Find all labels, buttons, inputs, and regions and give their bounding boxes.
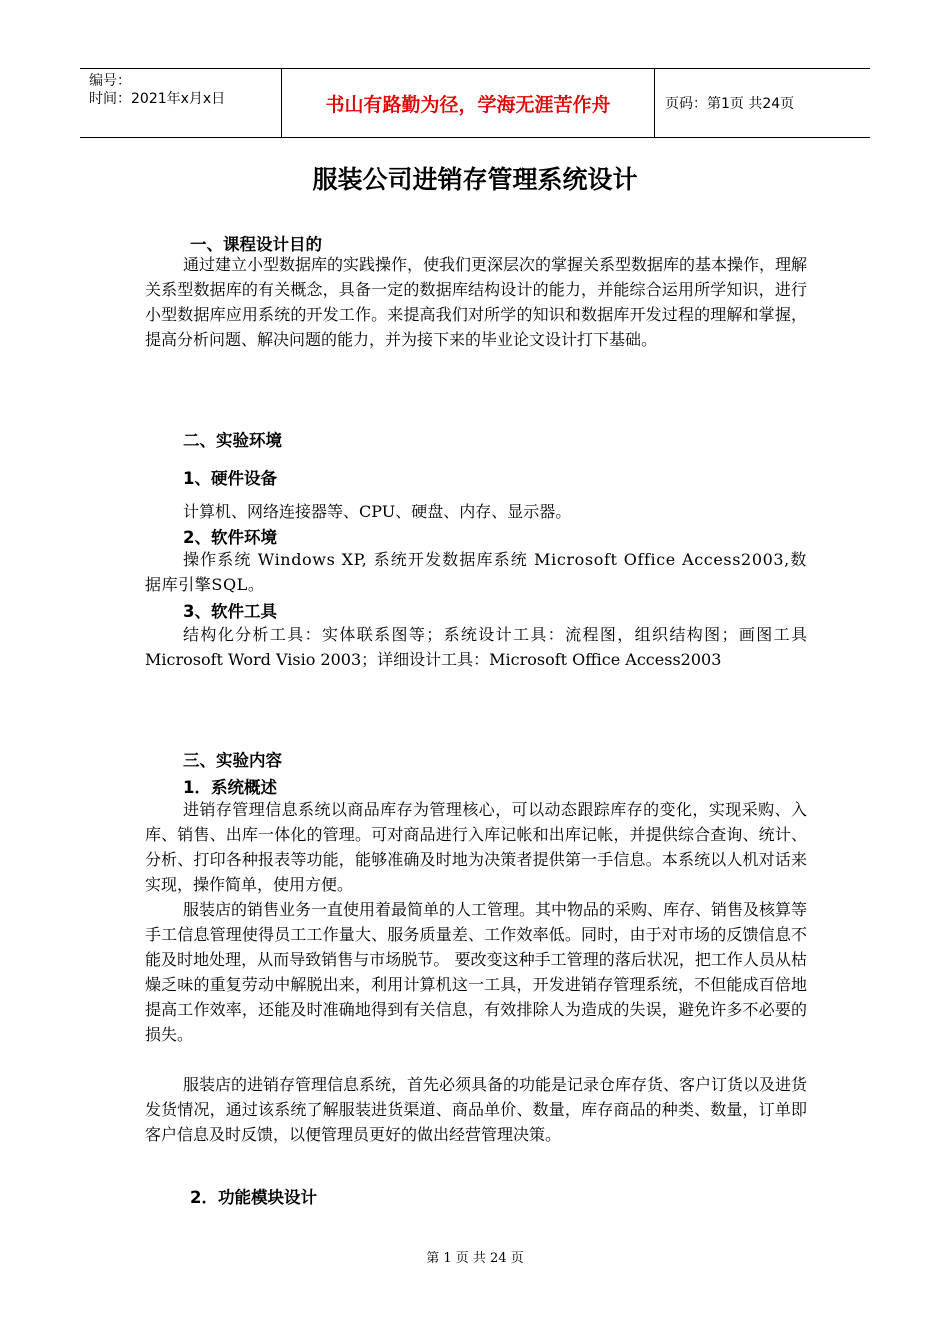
- header-table: [80, 68, 870, 138]
- section-3-heading: 三、实验内容: [183, 751, 282, 770]
- header-meta-cell: [80, 69, 282, 137]
- overview-paragraph-3: 服装店的进销存管理信息系统，首先必须具备的功能是记录仓库存货、客户订货以及进货发货情况，通过该系统了解服装进货渠道、商品单价、数量，库存商品的种类、数量，订单即客户信息及时反馈，以便管理员更好的做出经营管理决策。: [145, 1075, 808, 1144]
- overview-paragraph-2: 服装店的销售业务一直使用着最简单的人工管理。其中物品的采购、库存、销售及核算等手工信息管理使得员工工作量大、服务质量差、工作效率低。同时，由于对市场的反馈信息不能及时地处理，从而导致销售与市场脱节。 要改变这种手工管理的落后状况，把工作人员从枯燥乏味的重复劳动中解脱出来，利用计算机这一工具，开发进销存管理系统，不但能成百倍地提高工作效率，还能及时准确地得到有关信息，有效排除人为造成的失误，避免许多不必要的损失。: [145, 900, 808, 1044]
- number-label: 编号：: [89, 73, 131, 89]
- section-2-heading: 二、实验环境: [183, 431, 282, 450]
- software-env-text: 操作系统 Windows XP, 系统开发数据库系统 Microsoft Office Access2003,数据库引擎SQL。: [145, 550, 807, 594]
- software-tools-text: 结构化分析工具：实体联系图等；系统设计工具：流程图，组织结构图；画图工具Microsoft Word Visio 2003；详细设计工具：Microsoft Office Access2003: [145, 625, 807, 669]
- software-tools-heading: 3、软件工具: [183, 602, 277, 621]
- hardware-text: 计算机、网络连接器等、CPU、硬盘、内存、显示器。: [183, 502, 572, 521]
- overview-heading: 1．系统概述: [183, 778, 277, 797]
- section-1-paragraph: 通过建立小型数据库的实践操作，使我们更深层次的掌握关系型数据库的基本操作，理解关系型数据库的有关概念，具备一定的数据库结构设计的能力，并能综合运用所学知识，进行小型数据库应用系统的开发工作。来提高我们对所学的知识和数据库开发过程的理解和掌握，提高分析问题、解决问题的能力，并为接下来的毕业论文设计打下基础。: [145, 255, 808, 349]
- software-env-heading: 2、软件环境: [183, 528, 277, 547]
- page-info: 页码：第1页 共24页: [665, 96, 795, 112]
- motto: 书山有路勤为径，学海无涯苦作舟: [282, 69, 655, 137]
- date-label: 时间：2021年x月x日: [89, 91, 226, 107]
- hardware-heading: 1、硬件设备: [183, 469, 277, 488]
- overview-paragraph-1: 进销存管理信息系统以商品库存为管理核心，可以动态跟踪库存的变化，实现采购、入库、销售、出库一体化的管理。可对商品进行入库记帐和出库记帐，并提供综合查询、统计、分析、打印各种报表等功能，能够准确及时地为决策者提供第一手信息。本系统以人机对话来实现，操作简单，使用方便。: [145, 800, 807, 894]
- document-title: 服装公司进销存管理系统设计: [312, 165, 638, 194]
- section-1-heading: 一、课程设计目的: [190, 235, 322, 254]
- page-footer: 第 1 页 共 24 页: [426, 1251, 524, 1266]
- module-design-heading: 2．功能模块设计: [190, 1188, 317, 1207]
